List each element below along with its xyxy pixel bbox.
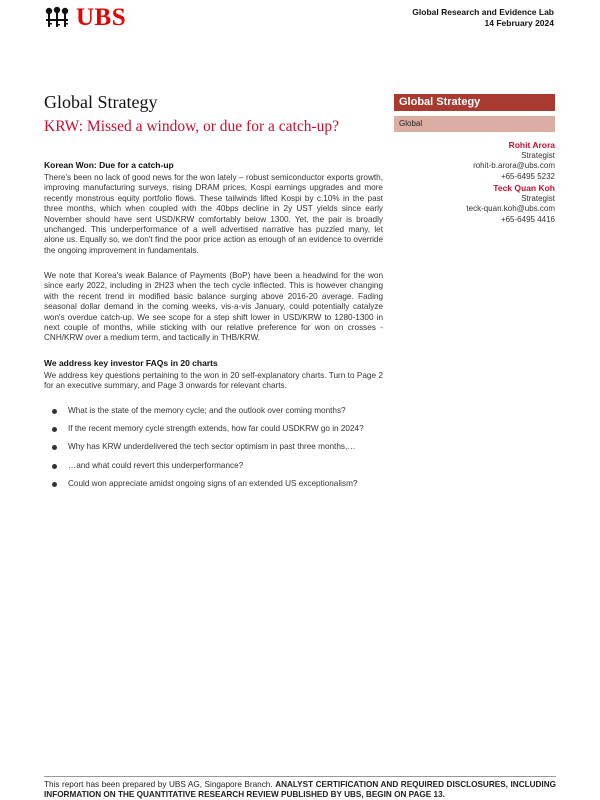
section-heading: Korean Won: Due for a catch-up: [44, 160, 174, 170]
bullet-icon: [52, 445, 57, 450]
list-item: [52, 442, 392, 452]
list-item-text: Could won appreciate amidst ongoing signs of an extended US exceptionalism?: [68, 478, 358, 488]
page-title: Global Strategy: [44, 92, 158, 112]
bullet-icon: [52, 464, 57, 469]
analyst-role: Strategist: [521, 150, 555, 160]
bullet-icon: [52, 427, 57, 432]
analyst-name: Teck Quan Koh: [493, 183, 555, 193]
body-paragraph: We note that Korea's weak Balance of Payments (BoP) have been a headwind for the won since early 2022, including in 2H23 when the tech cycle inflected. This is however changing with the recent trend in modified basic balance surging above 2016-20 average. Fading seasonal dollar demand in the coming weeks, vis-a-vis January, could potentially catalyze won's overdue catch-up. We see scope for a step shift lower in USD/KRW to 1280-1300 in next couple of months, while sticking with our relative preference for won on crosses - CNH/KRW over a medium term, and tactically in THB/KRW.: [44, 271, 383, 343]
list-item-text: What is the state of the memory cycle; and the outlook over coming months?: [68, 406, 346, 415]
research-unit: Global Research and Evidence Lab: [412, 7, 554, 17]
analyst-email[interactable]: teck-quan.koh@ubs.com: [466, 204, 555, 213]
report-date: 14 February 2024: [484, 18, 554, 28]
category-band: Global Strategy: [394, 94, 555, 111]
list-item: [52, 461, 392, 471]
footer-disclosure: ANALYST CERTIFICATION AND REQUIRED DISCLOSURES, INCLUDING INFORMATION ON THE QUANTITATIVE RESEARCH REVIEW PUBLISHED BY UBS, BEGIN ON PAGE 13.: [44, 780, 556, 799]
analyst-card: [473, 140, 555, 182]
analyst-phone: +65-6495 4416: [500, 214, 555, 224]
list-item: [52, 424, 392, 434]
list-item: [52, 479, 392, 489]
report-header-info: [412, 7, 554, 29]
list-item-text: …and what could revert this underperformance?: [68, 460, 244, 470]
analyst-phone: +65-6495 5232: [500, 171, 555, 181]
region-band: Global: [394, 116, 555, 132]
bullet-icon: [52, 482, 57, 487]
analyst-role: Strategist: [521, 193, 555, 203]
footer-divider: [44, 776, 556, 777]
body-paragraph: There's been no lack of good news for the won lately – robust semiconductor exports growth, improving manufacturing surveys, rising DRAM prices, Kospi earnings upgrades and more recently monstrous equity portfolio flows. These tailwinds lifted Kospi by c.10% in the past three months, which when coupled with the 40bps decline in 2y UST yields since early November should have sent USD/KRW comfortably below 1300. Yet, the pair is broadly unchanged. This underperformance of a well advertised narrative has puzzled many, let alone us. Equally so, we don't find the poor price action as enough of an evidence to override the ongoing improvement in fundamentals.: [44, 173, 383, 255]
analyst-email[interactable]: rohit-b.arora@ubs.com: [473, 161, 555, 170]
analyst-card: [466, 183, 555, 225]
bullet-icon: [52, 409, 57, 414]
list-item: [52, 406, 392, 416]
faq-bullet-list: [52, 406, 392, 497]
list-item-text: If the recent memory cycle strength extends, how far could USDKRW go in 2024?: [68, 424, 364, 434]
body-paragraph: We address key questions pertaining to the won in 20 self-explanatory charts. Turn to Page 2 for an executive summary, and Page 3 onwards for relevant charts.: [44, 371, 383, 391]
disclosure-footer: [44, 780, 556, 800]
footer-prefix: This report has been prepared by UBS AG, Singapore Branch.: [44, 780, 273, 789]
brand-wordmark: UBS: [76, 4, 127, 31]
ubs-logo: [44, 4, 126, 32]
section-heading: We address key investor FAQs in 20 charts: [44, 358, 218, 368]
analyst-name: Rohit Arora: [508, 140, 555, 150]
list-item-text: Why has KRW underdelivered the tech sector optimism in past three months,…: [68, 442, 356, 452]
ubs-keys-icon: [44, 6, 70, 30]
page-subtitle: KRW: Missed a window, or due for a catch-up?: [44, 118, 339, 135]
